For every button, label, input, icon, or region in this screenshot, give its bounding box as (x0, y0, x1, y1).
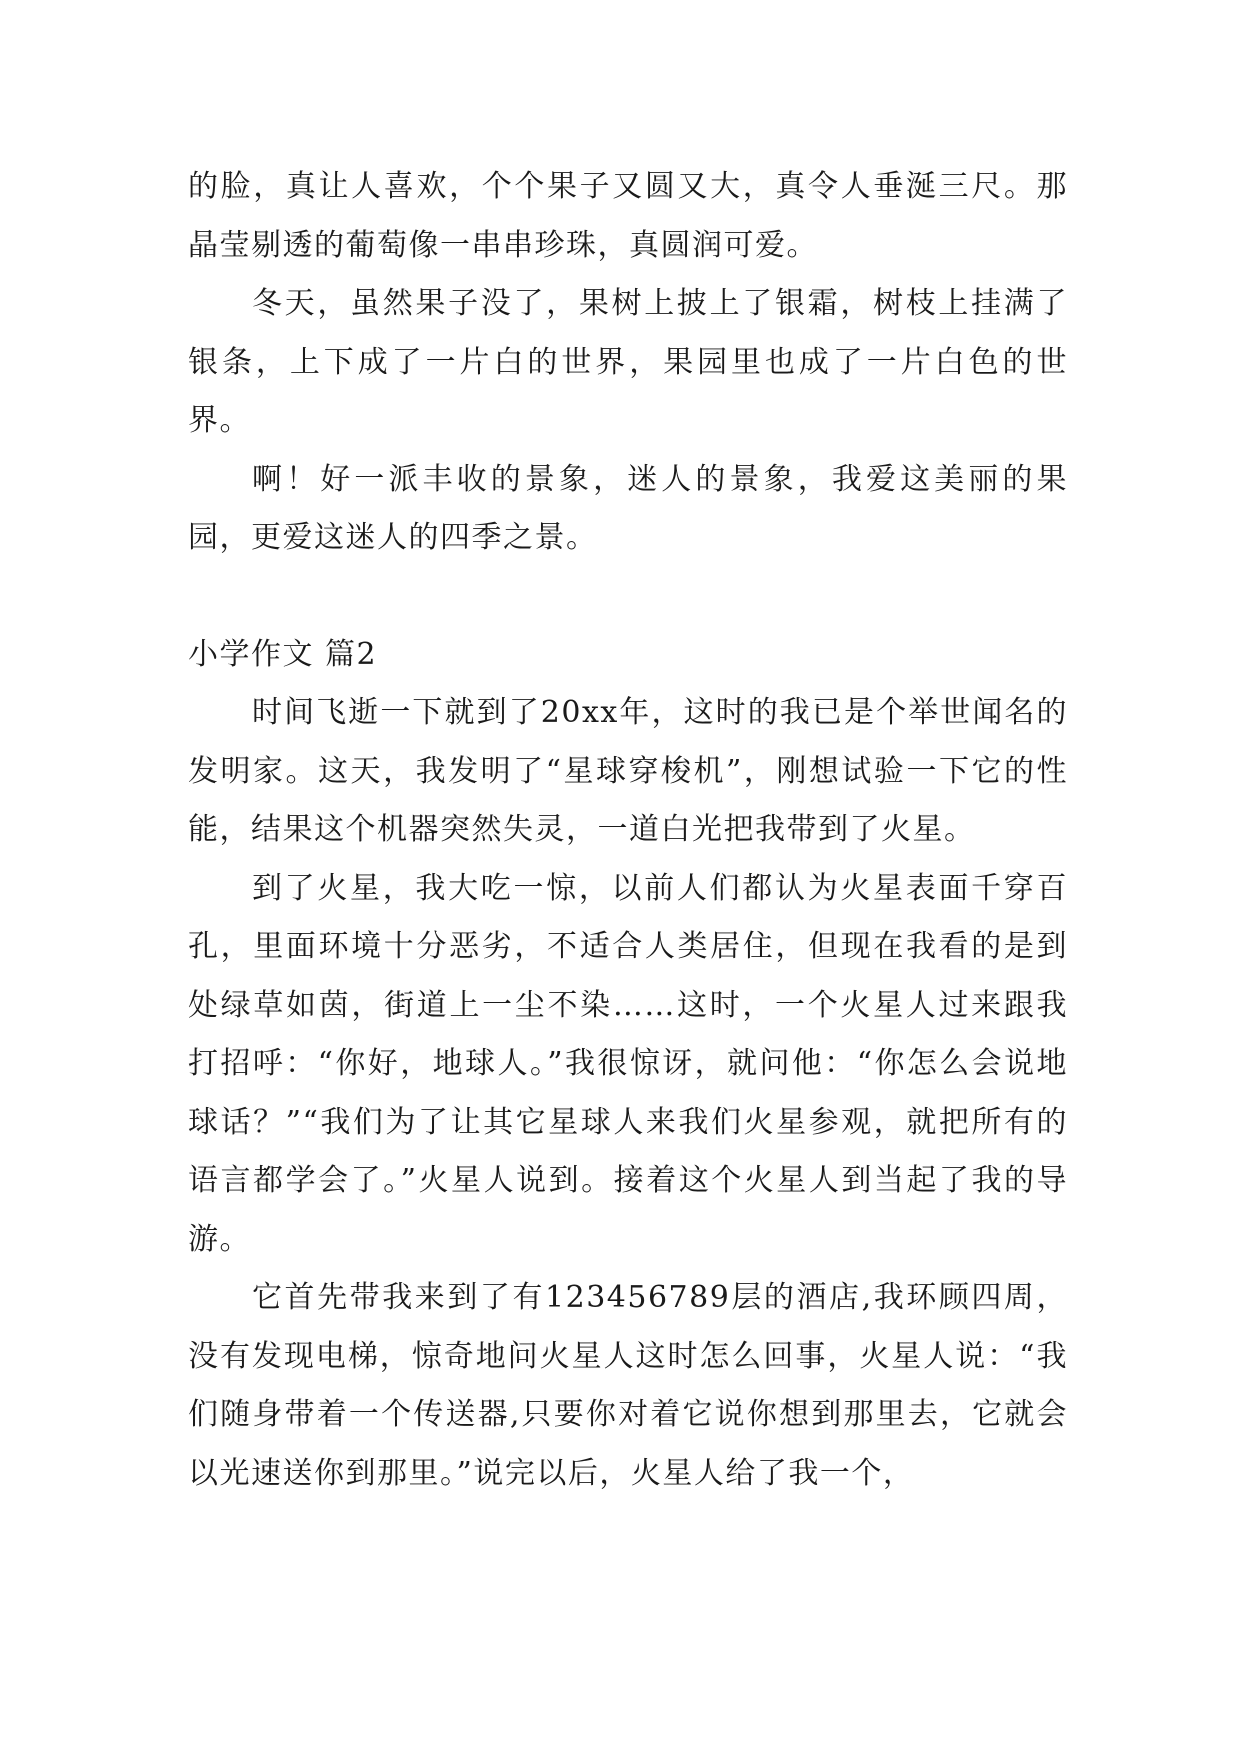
section-heading: 小学作文 篇2 (188, 636, 378, 672)
paragraph-conclusion: 啊！好一派丰收的景象，迷人的景象，我爱这美丽的果园，更爱这迷人的四季之景。 (188, 461, 1068, 555)
paragraph-winter: 冬天，虽然果子没了，果树上披上了银霜，树枝上挂满了银条，上下成了一片白的世界，果园里也成了一片白色的世界。 (188, 286, 1068, 438)
paragraph-continued: 的脸，真让人喜欢，个个果子又圆又大，真令人垂涎三尺。那晶莹剔透的葡萄像一串串珍珠，真圆润可爱。 (188, 169, 1068, 263)
document-body (188, 158, 1068, 1503)
paragraph-arrival: 到了火星，我大吃一惊，以前人们都认为火星表面千穿百孔，里面环境十分恶劣，不适合人类居住，但现在我看的是到处绿草如茵，街道上一尘不染……这时，一个火星人过来跟我打招呼：“你好，地球人。”我很惊讶，就问他：“你怎么会说地球话？”“我们为了让其它星球人来我们火星参观，就把所有的语言都学会了。”火星人说到。接着这个火星人到当起了我的导游。 (188, 870, 1068, 1257)
paragraph-hotel: 它首先带我来到了有123456789层的酒店,我环顾四周，没有发现电梯，惊奇地问火星人这时怎么回事，火星人说：“我们随身带着一个传送器,只要你对着它说你想到那里去，它就会以光速送你到那里。”说完以后，火星人给了我一个， (188, 1280, 1068, 1491)
paragraph-intro: 时间飞逝一下就到了20xx年，这时的我已是个举世闻名的发明家。这天，我发明了“星球穿梭机”，刚想试验一下它的性能，结果这个机器突然失灵，一道白光把我带到了火星。 (188, 695, 1068, 847)
